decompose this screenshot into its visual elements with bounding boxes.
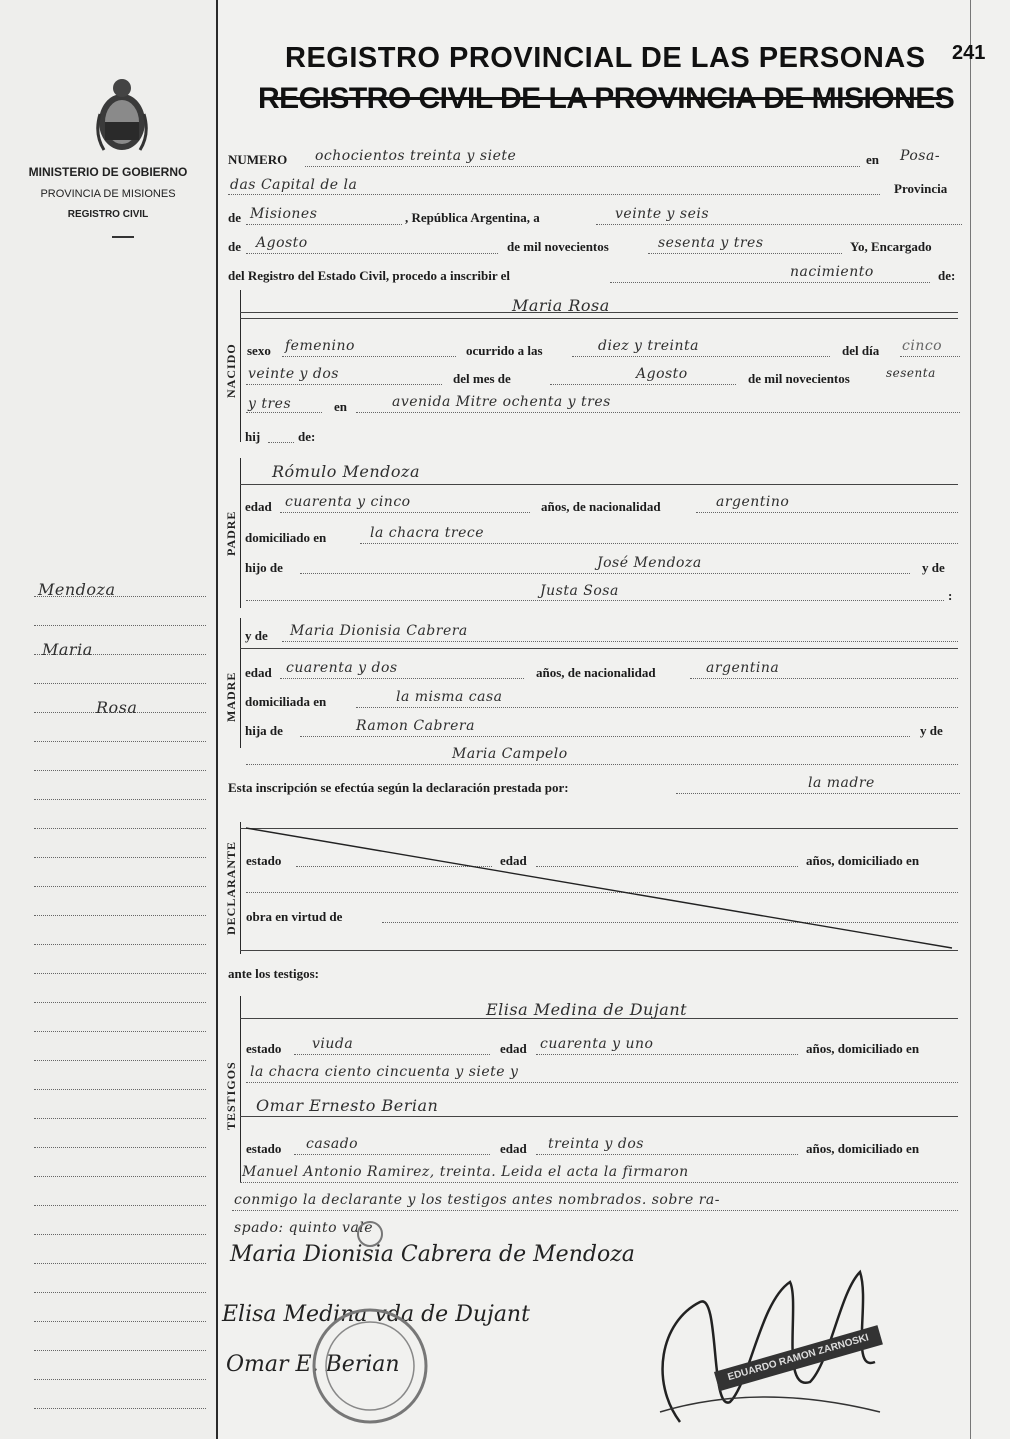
del-dia-label: del día: [842, 343, 880, 358]
t1-estado-value: viuda: [312, 1036, 354, 1052]
line: [240, 648, 958, 649]
line: [246, 253, 498, 254]
declarante-estado-label: estado: [246, 853, 282, 868]
office-label: REGISTRO CIVIL: [67, 209, 149, 220]
line: [246, 412, 322, 413]
madre-y-de2-label: y de: [920, 723, 943, 738]
line: [536, 1054, 798, 1055]
numero-value: ochocientos treinta y siete: [315, 148, 517, 164]
line: [246, 1082, 958, 1083]
testigo1-name: Elisa Medina de Dujant: [486, 1000, 688, 1019]
margin-rule-line: [34, 770, 206, 771]
line: [268, 442, 294, 443]
line: [300, 573, 910, 574]
divider: [112, 236, 134, 238]
margin-rule-line: [34, 1408, 206, 1409]
t2-edad-label: edad: [500, 1141, 527, 1156]
madre-name-value: Maria Dionisia Cabrera: [290, 623, 468, 639]
ocurrido-label: ocurrido a las: [466, 343, 543, 358]
padre-bracket: [240, 458, 241, 608]
sexo-value: femenino: [285, 338, 355, 354]
padre-father-value: José Mendoza: [597, 555, 702, 571]
line: [246, 600, 944, 601]
padre-edad-label: edad: [245, 499, 272, 514]
registro-label: del Registro del Estado Civil, procedo a inscribir el: [228, 268, 511, 283]
yo-label: Yo, Encargado: [850, 239, 932, 254]
official-round-seal-icon: [300, 1218, 440, 1428]
dia-value-b: veinte y dos: [248, 366, 339, 382]
line: [246, 224, 402, 225]
line: [305, 166, 860, 167]
declarante-cancel-stroke: [244, 826, 956, 952]
t2-anos-label: años, domiciliado en: [806, 1141, 920, 1156]
month-value: Agosto: [256, 235, 308, 251]
act-value: nacimiento: [790, 264, 874, 280]
declarante-anos-label: años, domiciliado en: [806, 853, 920, 868]
line: [282, 356, 456, 357]
line: [280, 678, 524, 679]
closing-line-1: Manuel Antonio Ramirez, treinta. Leida el acta la firmaron: [242, 1164, 689, 1180]
line: [596, 224, 962, 225]
margin-rule-line: [34, 886, 206, 887]
margin-rule-line: [34, 1060, 206, 1061]
margin-rule-line: [34, 1321, 206, 1322]
margin-rule-line: [34, 683, 206, 684]
padre-y-de-label: y de: [922, 560, 945, 575]
declarante-obra-label: obra en virtud de: [246, 909, 343, 924]
line: [240, 1182, 958, 1183]
line: [536, 1154, 798, 1155]
line: [294, 1054, 490, 1055]
province-label: PROVINCIA DE MISIONES: [40, 188, 176, 200]
madre-edad-value: cuarenta y dos: [286, 660, 398, 676]
madre-nac-value: argentina: [706, 660, 780, 676]
madre-edad-label: edad: [245, 665, 272, 680]
dia-value-a: cinco: [902, 338, 943, 354]
nacido-name-value: Maria Rosa: [512, 296, 610, 315]
padre-dom-value: la chacra trece: [370, 525, 485, 541]
ante-testigos-label: ante los testigos:: [228, 966, 319, 981]
national-coat-of-arms-icon: [92, 74, 152, 156]
hij-de-label: de:: [298, 429, 316, 444]
margin-surname: Mendoza: [38, 580, 116, 599]
ministry-label: MINISTERIO DE GOBIERNO: [28, 165, 188, 179]
testigos-section-label: TESTIGOS: [224, 1061, 238, 1130]
margin-name2: Rosa: [96, 698, 138, 717]
t1-edad-label: edad: [500, 1041, 527, 1056]
en-value: Posa-: [900, 148, 941, 164]
line: [280, 512, 530, 513]
republica-label: , República Argentina, a: [405, 210, 540, 225]
margin-rule-line: [34, 915, 206, 916]
en-label: en: [866, 152, 879, 167]
line: [356, 412, 960, 413]
padre-name-value: Rómulo Mendoza: [272, 462, 420, 481]
margin-rule-line: [34, 1350, 206, 1351]
margin-rule-line: [34, 1205, 206, 1206]
padre-dom-label: domiciliado en: [245, 530, 327, 545]
t2-edad-value: treinta y dos: [548, 1136, 644, 1152]
t1-dom-value: la chacra ciento cincuenta y siete y: [250, 1064, 519, 1080]
title-registro-provincial: REGISTRO PROVINCIAL DE LAS PERSONAS: [285, 42, 926, 74]
declarante-bracket: [240, 822, 241, 954]
signature-witness-2: Omar E. Berian: [226, 1352, 400, 1377]
year-value: sesenta y tres: [658, 235, 764, 251]
madre-hija-label: hija de: [245, 723, 283, 738]
declaracion-value: la madre: [808, 775, 875, 791]
margin-rule-line: [34, 1089, 206, 1090]
margin-rule-line: [34, 1176, 206, 1177]
numero-label: NUMERO: [228, 152, 288, 167]
signature-witness-1: Elisa Medina vda de Dujant: [222, 1302, 530, 1327]
margin-rule-line: [34, 1234, 206, 1235]
page-number: 241: [952, 42, 986, 64]
padre-nac-label: años, de nacionalidad: [541, 499, 661, 514]
margin-rule-line: [34, 1379, 206, 1380]
hij-label: hij: [245, 429, 261, 444]
strike-through: [262, 97, 942, 100]
nacido-section-label: NACIDO: [224, 343, 238, 398]
margin-rule-line: [34, 625, 206, 626]
declarante-section-label: DECLARANTE: [224, 840, 238, 935]
margin-rule-line: [34, 1118, 206, 1119]
line: [228, 194, 880, 195]
declaracion-label: Esta inscripción se efectúa según la declaración prestada por:: [228, 780, 569, 795]
madre-father-value: Ramon Cabrera: [356, 718, 475, 734]
t2-estado-value: casado: [306, 1136, 359, 1152]
margin-rule-line: [34, 944, 206, 945]
line: [550, 384, 736, 385]
hora-value: diez y treinta: [598, 338, 699, 354]
line: [240, 1116, 958, 1117]
line: [232, 1210, 958, 1211]
right-rule: [970, 0, 971, 1439]
margin-rule-line: [34, 1002, 206, 1003]
padre-mother-value: Justa Sosa: [540, 583, 619, 599]
line: [610, 282, 930, 283]
padre-section-label: PADRE: [224, 510, 238, 556]
de-colon-label: de:: [938, 268, 956, 283]
line: [572, 356, 830, 357]
mil-label-2: de mil novecientos: [748, 371, 850, 386]
left-margin-column: [0, 0, 216, 1439]
line: [676, 793, 960, 794]
colon: :: [948, 588, 953, 603]
margin-rule-line: [34, 828, 206, 829]
t1-edad-value: cuarenta y uno: [540, 1036, 654, 1052]
provincia-label: Provincia: [894, 181, 948, 196]
place-value: das Capital de la: [230, 177, 358, 193]
margin-rule-line: [34, 799, 206, 800]
line: [300, 736, 910, 737]
line: [360, 543, 958, 544]
margin-name1: Maria: [42, 640, 93, 659]
testigo2-name: Omar Ernesto Berian: [256, 1096, 439, 1115]
madre-mother-value: Maria Campelo: [452, 746, 568, 762]
title-registro-civil-struck: REGISTRO CIVIL DE LA PROVINCIA DE MISIONES: [258, 82, 955, 115]
madre-dom-label: domiciliada en: [245, 694, 327, 709]
margin-rule-line: [34, 1263, 206, 1264]
padre-edad-value: cuarenta y cinco: [285, 494, 411, 510]
line: [294, 1154, 490, 1155]
line: [356, 707, 958, 708]
closing-line-3: spado: quinto vale: [234, 1220, 374, 1236]
madre-section-label: MADRE: [224, 671, 238, 722]
sexo-label: sexo: [247, 343, 271, 358]
day-value: veinte y seis: [615, 206, 710, 222]
province-value: Misiones: [250, 206, 318, 222]
madre-dom-value: la misma casa: [396, 689, 503, 705]
mes-value: Agosto: [636, 366, 688, 382]
del-mes-label: del mes de: [453, 371, 511, 386]
madre-y-de-label: y de: [245, 628, 268, 643]
line: [690, 678, 958, 679]
madre-bracket: [240, 618, 241, 748]
closing-line-2: conmigo la declarante y los testigos antes nombrados. sobre ra-: [234, 1192, 720, 1208]
en-label-2: en: [334, 399, 347, 414]
line: [900, 356, 960, 357]
margin-rule-line: [34, 1292, 206, 1293]
margin-rule-line: [34, 741, 206, 742]
t1-estado-label: estado: [246, 1041, 282, 1056]
year-value-b: y tres: [248, 396, 292, 412]
padre-hijo-label: hijo de: [245, 560, 283, 575]
mil-label: de mil novecientos: [507, 239, 609, 254]
year-value-a: sesenta: [886, 366, 936, 380]
margin-rule-line: [34, 1147, 206, 1148]
line: [240, 484, 958, 485]
padre-nac-value: argentino: [716, 494, 790, 510]
line: [282, 641, 958, 642]
t2-estado-label: estado: [246, 1141, 282, 1156]
margin-rule: [216, 0, 218, 1439]
t1-anos-label: años, domiciliado en: [806, 1041, 920, 1056]
lugar-value: avenida Mitre ochenta y tres: [392, 394, 611, 410]
madre-nac-label: años, de nacionalidad: [536, 665, 656, 680]
de-label: de: [228, 210, 241, 225]
registrar-stamp: EDUARDO RAMON ZARNOSKI: [714, 1325, 883, 1391]
margin-rule-line: [34, 973, 206, 974]
margin-rule-line: [34, 1031, 206, 1032]
declarante-edad-label: edad: [500, 853, 527, 868]
line: [240, 318, 958, 319]
line: [648, 253, 842, 254]
de2-label: de: [228, 239, 241, 254]
line: [696, 512, 958, 513]
line: [246, 764, 958, 765]
margin-rule-line: [34, 857, 206, 858]
signature-mother: Maria Dionisia Cabrera de Mendoza: [230, 1242, 635, 1267]
line: [246, 384, 442, 385]
testigos-bracket: [240, 996, 241, 1182]
